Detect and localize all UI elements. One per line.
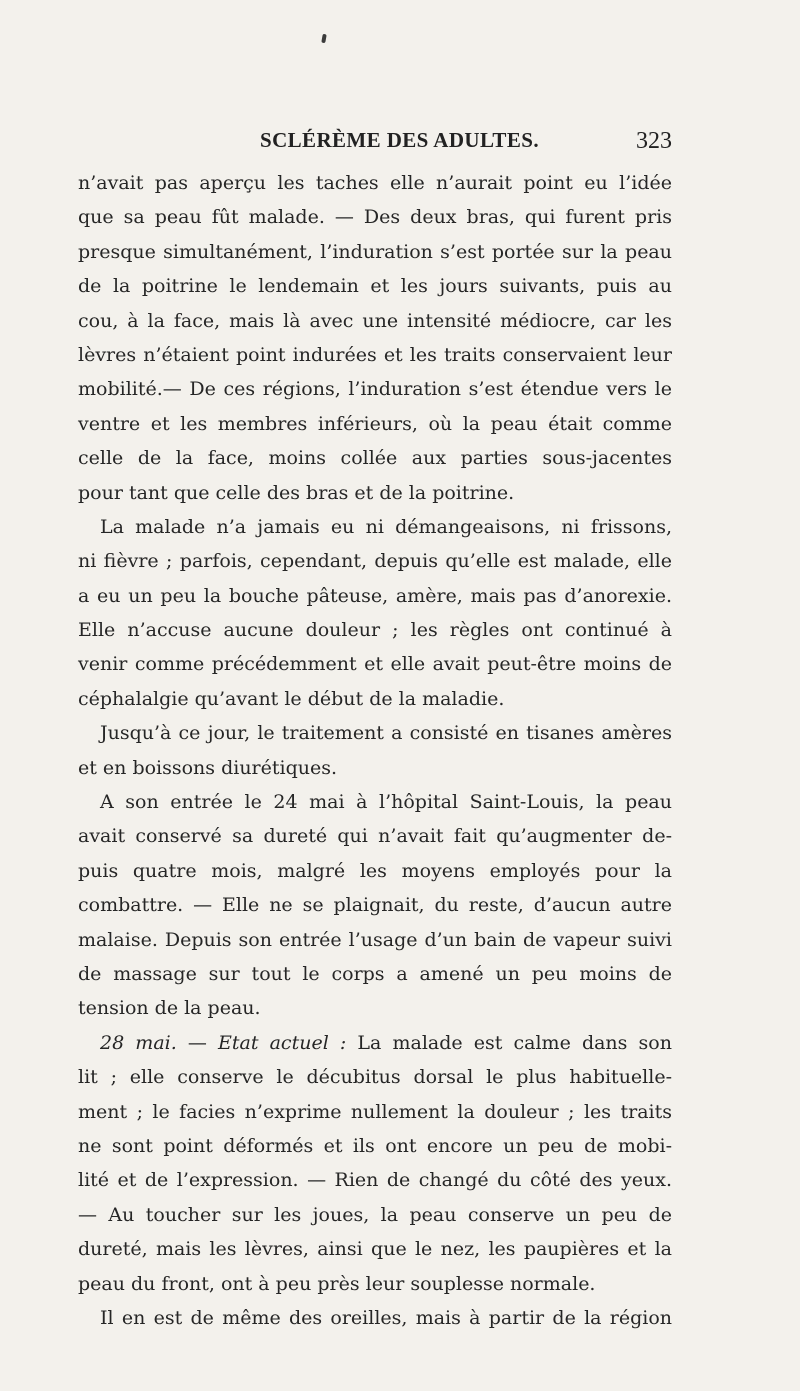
body-text <box>78 166 672 1335</box>
text-line: de la poitrine le lendemain et les jours suivants, puis au <box>78 275 672 298</box>
text-line: n’avait pas aperçu les taches elle n’aurait point eu l’idée <box>78 172 672 194</box>
entry-date: 28 mai. <box>100 1031 177 1054</box>
text-line: pour tant que celle des bras et de la poitrine. <box>78 481 515 504</box>
running-head <box>78 128 672 164</box>
text-line: lité et de l’expression. — Rien de changé du côté des yeux. <box>78 1169 672 1192</box>
text-line: peau du front, ont à peu près leur souplesse normale. <box>78 1272 596 1295</box>
entry-heading: Etat actuel : <box>218 1031 347 1054</box>
text-line: lit ; elle conserve le décubitus dorsal le plus habituelle- <box>78 1066 672 1089</box>
text-line: La malade n’a jamais eu ni démangeaisons, ni frissons, <box>100 515 672 538</box>
text-line: venir comme précédemment et elle avait peut-être moins de <box>78 653 672 676</box>
ink-speck <box>321 34 327 44</box>
text-line: mobilité.— De ces régions, l’induration s’est étendue vers le <box>78 378 672 401</box>
text-line: — Au toucher sur les joues, la peau conserve un peu de <box>78 1203 672 1226</box>
text-line: dureté, mais les lèvres, ainsi que le nez, les paupières et la <box>78 1238 672 1261</box>
text-line: ment ; le facies n’exprime nullement la douleur ; les traits <box>78 1100 672 1123</box>
text-line: malaise. Depuis son entrée l’usage d’un bain de vapeur suivi <box>78 928 672 951</box>
entry-dash: — <box>176 1031 219 1054</box>
dated-entry-line <box>78 1026 672 1060</box>
running-title: SCLÉRÈME DES ADULTES. <box>260 128 539 152</box>
text-line: tension de la peau. <box>78 997 261 1020</box>
text-line: lèvres n’étaient point indurées et les traits conservaient leur <box>78 343 672 366</box>
text-line: que sa peau fût malade. — Des deux bras, qui furent pris <box>78 206 672 229</box>
text-line: Il en est de même des oreilles, mais à partir de la région <box>100 1306 672 1329</box>
text-line: de massage sur tout le corps a amené un peu moins de <box>78 962 672 985</box>
text-line: combattre. — Elle ne se plaignait, du reste, d’aucun autre <box>78 894 672 917</box>
text-line: a eu un peu la bouche pâteuse, amère, mais pas d’anorexie. <box>78 584 672 607</box>
text-line: presque simultanément, l’induration s’est portée sur la peau <box>78 240 672 263</box>
page-number: 323 <box>636 128 672 154</box>
text-line: Jusqu’à ce jour, le traitement a consisté en tisanes amères <box>100 722 672 745</box>
text-line: avait conservé sa dureté qui n’avait fait qu’augmenter de- <box>78 825 672 848</box>
text-line: céphalalgie qu’avant le début de la maladie. <box>78 687 505 710</box>
text-line: et en boissons diurétiques. <box>78 756 338 779</box>
text-line: A son entrée le 24 mai à l’hôpital Saint-Louis, la peau <box>100 791 672 814</box>
entry-text: La malade est calme dans son <box>346 1031 672 1054</box>
text-line: celle de la face, moins collée aux parties sous-jacentes <box>78 447 672 470</box>
text-line: puis quatre mois, malgré les moyens employés pour la <box>78 859 672 882</box>
text-line: ventre et les membres inférieurs, où la peau était comme <box>78 412 672 435</box>
text-line: ne sont point déformés et ils ont encore un peu de mobi- <box>78 1134 672 1157</box>
text-line: ni fièvre ; parfois, cependant, depuis qu’elle est malade, elle <box>78 550 672 573</box>
text-line: cou, à la face, mais là avec une intensité médiocre, car les <box>78 309 672 332</box>
text-line: Elle n’accuse aucune douleur ; les règles ont continué à <box>78 619 672 642</box>
